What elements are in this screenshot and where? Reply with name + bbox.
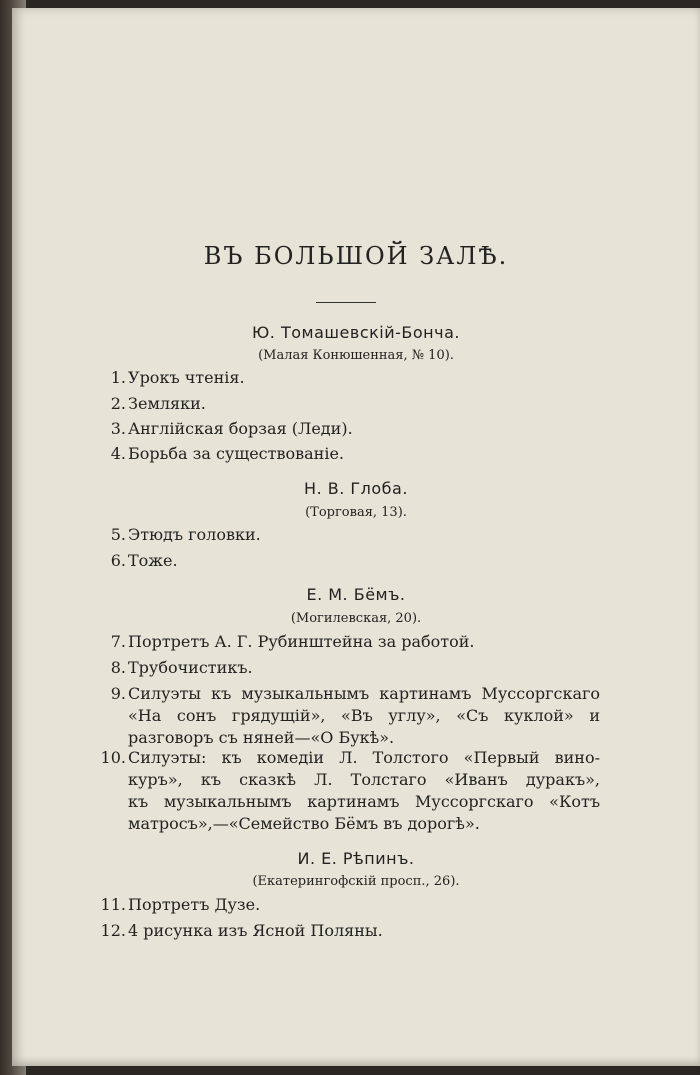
artist-name: Ю. Томашевскій-Бонча.	[252, 323, 460, 342]
item-text: Силуэты: къ комедіи Л. Толстого «Первый вино-	[128, 748, 600, 767]
item-text: Англійская борзая (Леди).	[128, 419, 353, 438]
artist-name: Е. М. Бёмъ.	[306, 585, 406, 604]
book-page	[12, 8, 700, 1066]
heading-divider	[316, 302, 376, 303]
page-heading: ВЪ БОЛЬШОЙ ЗАЛѢ.	[203, 242, 509, 270]
item-text: Силуэты къ музыкальнымъ картинамъ Муссоргскаго	[128, 684, 600, 703]
item-text: Тоже.	[128, 551, 178, 570]
item-text: Этюдъ головки.	[128, 525, 261, 544]
item-text: разговоръ съ няней—«О Букѣ».	[128, 728, 395, 747]
artist-name: И. Е. Рѣпинъ.	[297, 849, 415, 868]
item-number: 3.	[110, 419, 126, 438]
item-text: «На сонъ грядущій», «Въ углу», «Съ куклой» и	[128, 706, 600, 725]
item-text: Борьба за существованіе.	[128, 444, 345, 463]
artist-address: (Екатерингофскій просп., 26).	[252, 874, 460, 889]
item-text: Портретъ А. Г. Рубинштейна за работой.	[128, 632, 475, 651]
item-number: 1.	[110, 368, 126, 387]
artist-address: (Могилевская, 20).	[290, 611, 422, 626]
item-text: Портретъ Дузе.	[128, 895, 261, 914]
item-number: 8.	[110, 658, 126, 677]
item-text: Трубочистикъ.	[128, 658, 253, 677]
item-text: матросъ»,—«Семейство Бёмъ въ дорогѣ».	[128, 814, 480, 833]
artist-address: (Малая Конюшенная, № 10).	[258, 348, 454, 363]
item-number: 6.	[110, 551, 126, 570]
item-number: 4.	[110, 444, 126, 463]
artist-name: Н. В. Глоба.	[304, 479, 408, 498]
item-text: къ музыкальнымъ картинамъ Муссоргскаго «Котъ	[128, 792, 600, 811]
item-text: куръ», къ сказкѣ Л. Толстаго «Иванъ дуракъ»,	[128, 770, 600, 789]
item-number: 10.	[100, 748, 126, 767]
item-text: Земляки.	[128, 394, 206, 413]
item-number: 7.	[110, 632, 126, 651]
item-number: 9.	[110, 684, 126, 703]
item-number: 2.	[110, 394, 126, 413]
item-number: 5.	[110, 525, 126, 544]
item-number: 12.	[100, 921, 126, 940]
item-text: 4 рисунка изъ Ясной Поляны.	[128, 921, 383, 940]
item-number: 11.	[100, 895, 126, 914]
artist-address: (Торговая, 13).	[305, 505, 407, 520]
item-text: Урокъ чтенія.	[128, 368, 245, 387]
